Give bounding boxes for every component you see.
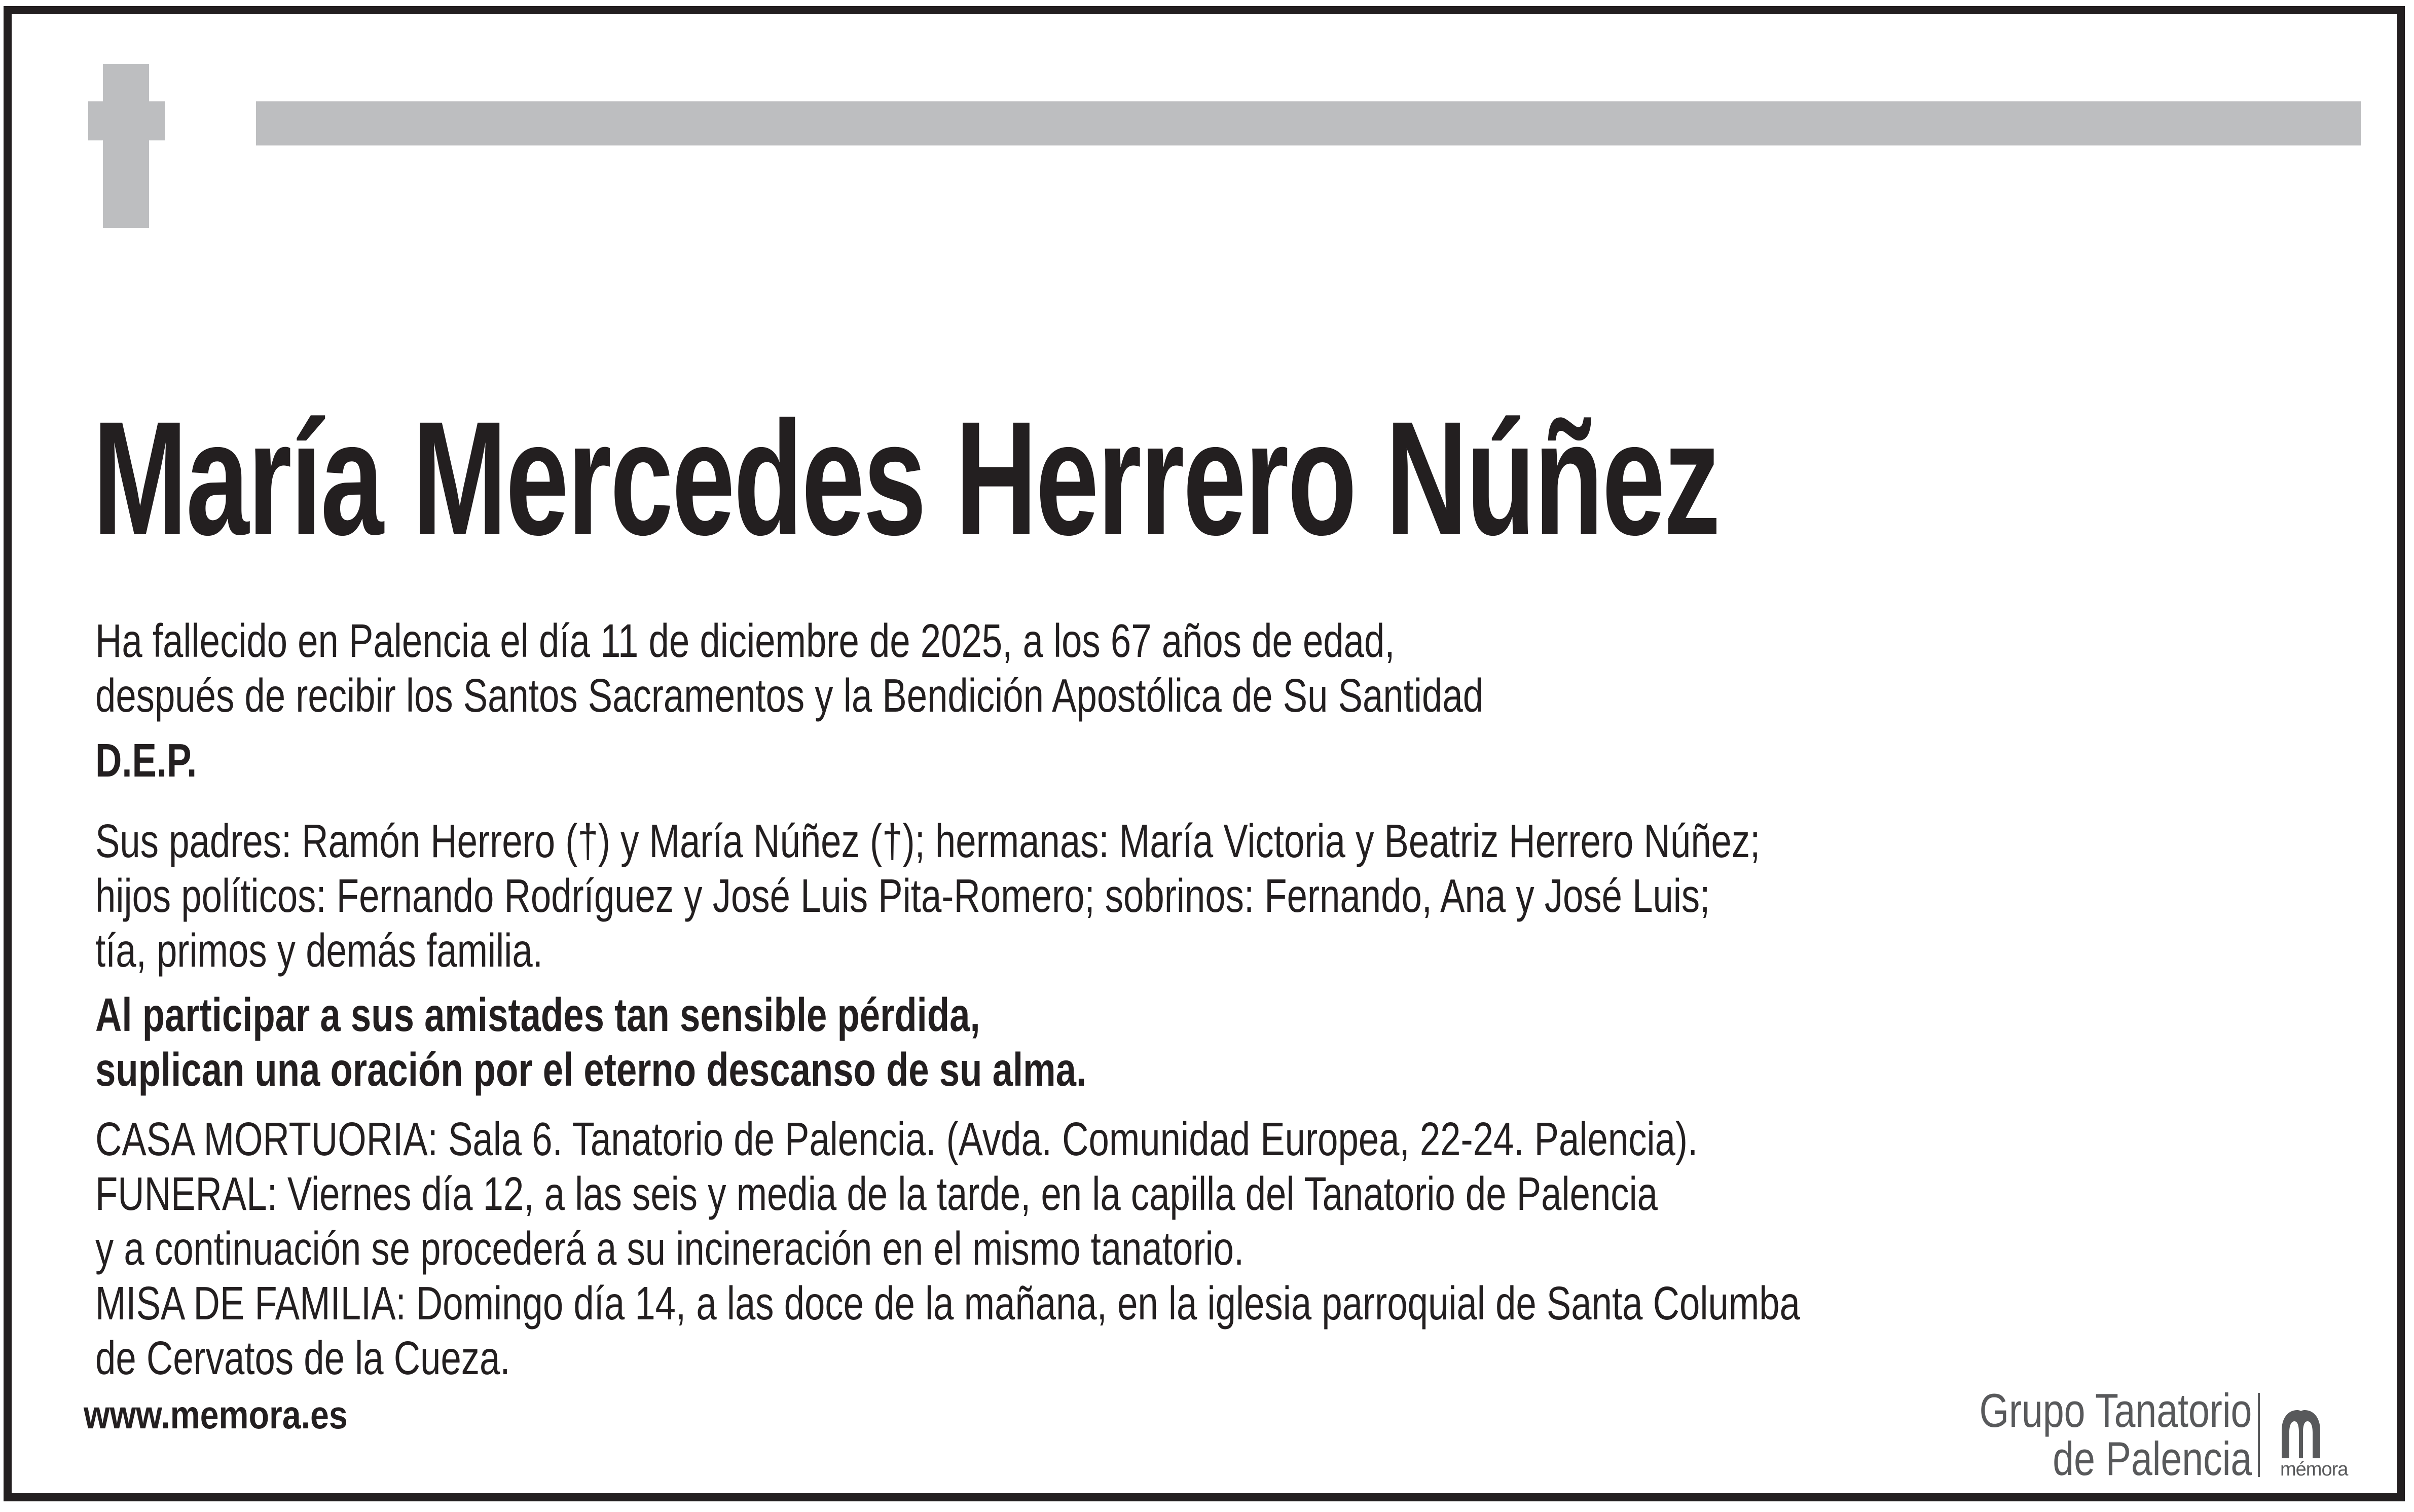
prayer-line: suplican una oración por el eterno descanso de su alma. [95, 1043, 1087, 1096]
cross-horizontal-bar [88, 101, 165, 140]
service-line-casa-mortuoria: CASA MORTUORIA: Sala 6. Tanatorio de Palencia. (Avda. Comunidad Europea, 22-24. Palencia). [95, 1113, 1698, 1165]
cross-vertical-bar [103, 64, 149, 228]
service-details [95, 1112, 2281, 1385]
obituary-notice [4, 6, 2405, 1501]
service-line-misa-cont: de Cervatos de la Cueza. [95, 1332, 510, 1384]
service-line-misa: MISA DE FAMILIA: Domingo día 14, a las doce de la mañana, en la iglesia parroquial de Santa Columba [95, 1277, 1800, 1330]
service-line-funeral: FUNERAL: Viernes día 12, a las seis y media de la tarde, en la capilla del Tanatorio de Palencia [95, 1167, 1658, 1220]
funeral-home-name: Grupo Tanatorio de Palencia [1979, 1384, 2252, 1485]
prayer-line: Al participar a sus amistades tan sensible pérdida, [95, 988, 980, 1041]
announcement-line: Ha fallecido en Palencia el día 11 de diciembre de 2025, a los 67 años de edad, [95, 614, 1395, 667]
memora-brand-word: mémora [2280, 1459, 2348, 1480]
logo-divider [2258, 1393, 2260, 1477]
prayer-request [95, 987, 1366, 1097]
death-announcement [95, 613, 1875, 723]
service-line-funeral-cont: y a continuación se procederá a su incineración en el mismo tanatorio. [95, 1222, 1245, 1275]
announcement-line: después de recibir los Santos Sacramentos y la Bendición Apostólica de Su Santidad [95, 669, 1484, 722]
family-line: Sus padres: Ramón Herrero (†) y María Núñez (†); hermanas: María Victoria y Beatriz Herrero Núñez; [95, 815, 1761, 867]
family-list [95, 814, 2230, 978]
website-link[interactable]: www.memora.es [84, 1392, 348, 1437]
deceased-name: María Mercedes Herrero Núñez [93, 387, 1720, 569]
family-line: hijos políticos: Fernando Rodríguez y José Luis Pita-Romero; sobrinos: Fernando, Ana y José Luis; [95, 869, 1710, 922]
header-rule [256, 101, 2361, 145]
family-line: tía, primos y demás familia. [95, 924, 543, 977]
memora-m-logo-icon [2282, 1410, 2320, 1458]
dep-label: D.E.P. [95, 734, 197, 787]
